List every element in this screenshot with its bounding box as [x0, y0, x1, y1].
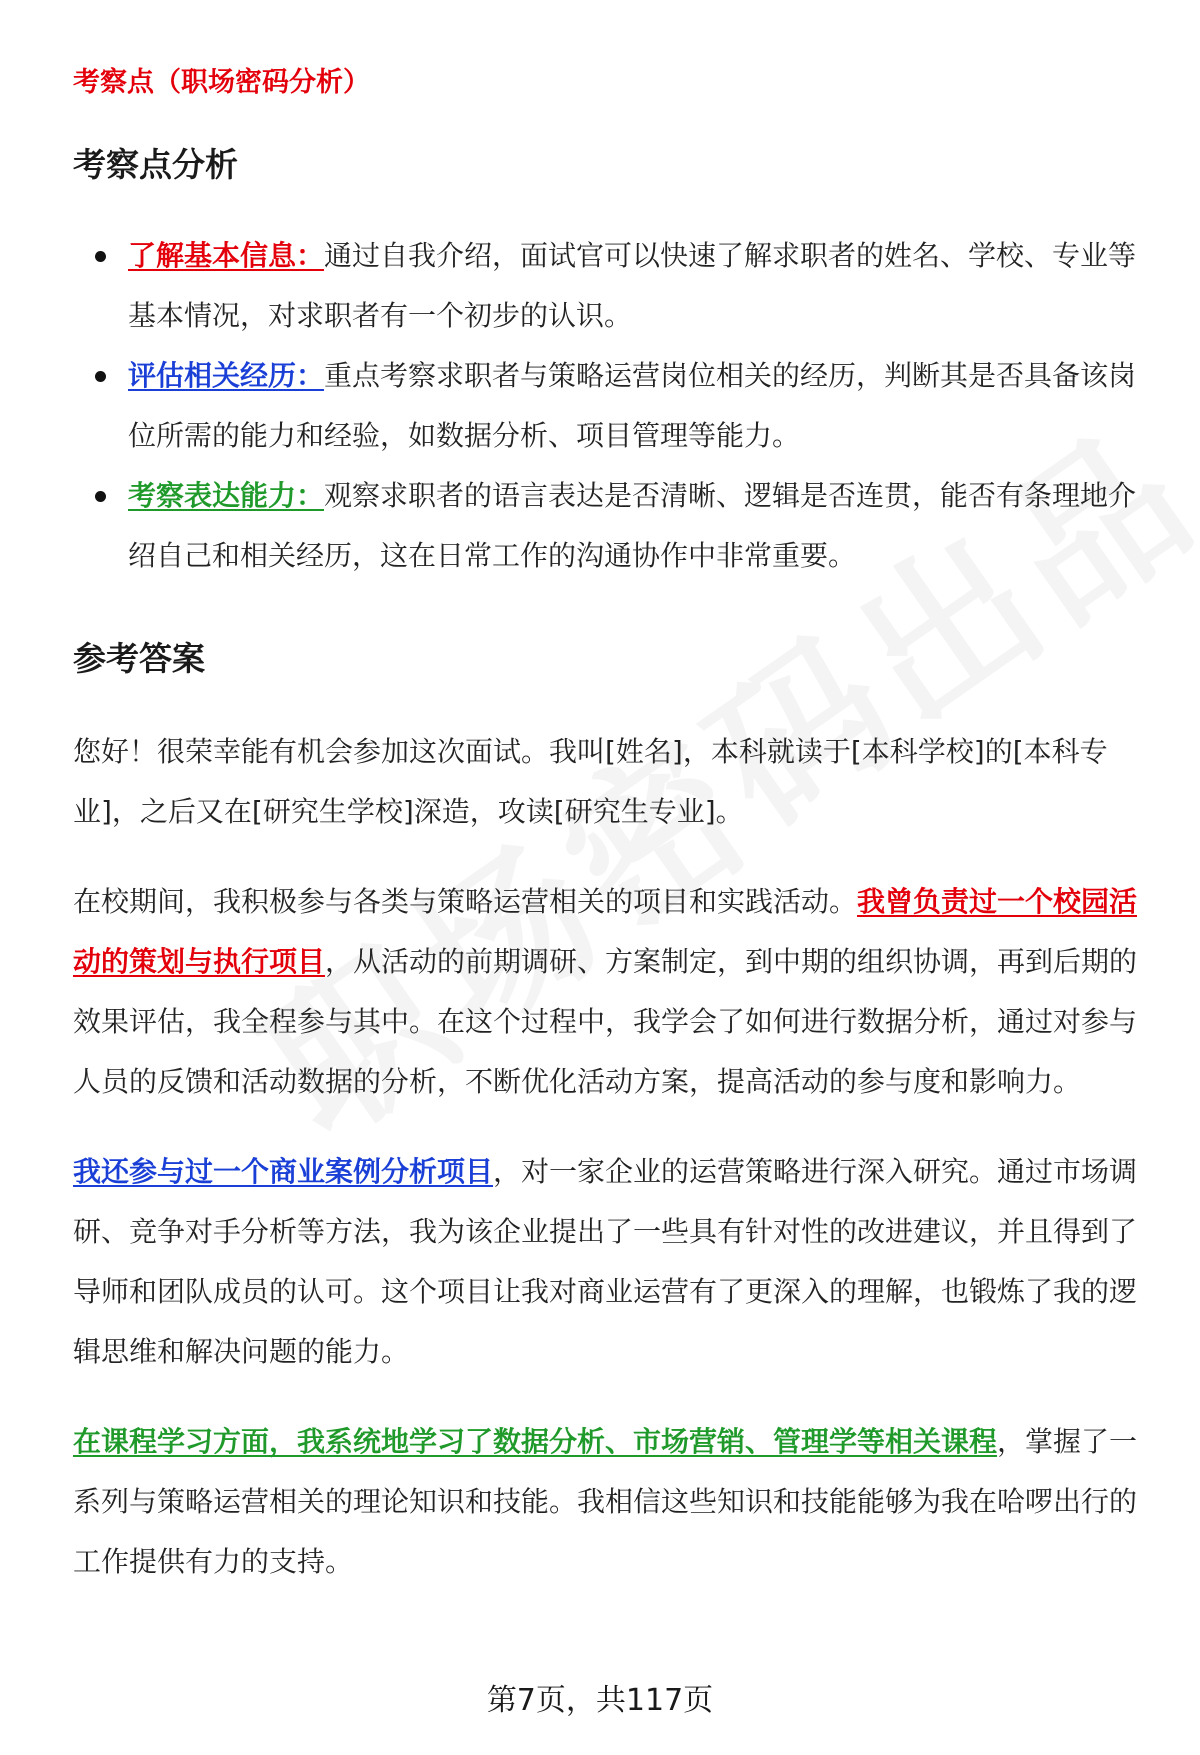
bullet-text: 通过自我介绍，面试官可以快速了解求职者的姓名、学校、专业等基本情况，对求职者有一个初步的认识。: [128, 238, 1137, 332]
bullet-dot-icon: [95, 491, 106, 502]
bullet-lead: 考察表达能力：: [128, 478, 325, 512]
document-body: [73, 50, 1148, 1592]
answer-heading: 参考答案: [73, 638, 205, 678]
answer-paragraph-campus: [73, 872, 1148, 1112]
bullet-dot-icon: [95, 251, 106, 262]
page-number: 第7页，共117页: [486, 1683, 714, 1718]
bullet-lead: 了解基本信息：: [128, 238, 325, 272]
paragraph-text: ，掌握了一系列与策略运营相关的理论知识和技能。我相信这些知识和技能能够为我在哈啰出行的工作提供有力的支持。: [73, 1425, 1138, 1579]
bullet-text: 重点考察求职者与策略运营岗位相关的经历，判断其是否具备该岗位所需的能力和经验，如数据分析、项目管理等能力。: [128, 358, 1137, 452]
bullet-dot-icon: [95, 371, 106, 382]
answer-paragraph-intro: 您好！很荣幸能有机会参加这次面试。我叫[姓名]，本科就读于[本科学校]的[本科专业]，之后又在[研究生学校]深造，攻读[研究生专业]。: [73, 735, 1108, 829]
analysis-heading: 考察点分析: [73, 144, 238, 184]
bullet-lead: 评估相关经历：: [128, 358, 325, 392]
highlight-case-project: 我还参与过一个商业案例分析项目: [73, 1155, 494, 1189]
list-item: [73, 466, 1148, 586]
list-item: [73, 346, 1148, 466]
answer-paragraph-courses: [73, 1412, 1148, 1592]
list-item: [73, 226, 1148, 346]
bullet-text: 观察求职者的语言表达是否清晰、逻辑是否连贯，能否有条理地介绍自己和相关经历，这在日常工作的沟通协作中非常重要。: [128, 478, 1137, 572]
paragraph-text: ，对一家企业的运营策略进行深入研究。通过市场调研、竞争对手分析等方法，我为该企业提出了一些具有针对性的改进建议，并且得到了导师和团队成员的认可。这个项目让我对商业运营有了更深入的理解，也锻炼了我的逻辑思维和解决问题的能力。: [73, 1155, 1138, 1369]
answer-paragraph-case: [73, 1142, 1148, 1382]
paragraph-text: 在校期间，我积极参与各类与策略运营相关的项目和实践活动。: [73, 885, 858, 919]
highlight-campus-project: 我曾负责过一个校园活动的策划与执行项目: [73, 885, 1138, 979]
section-kicker: 考察点（职场密码分析）: [73, 67, 370, 98]
analysis-list: [73, 226, 1148, 586]
paragraph-text: ，从活动的前期调研、方案制定，到中期的组织协调，再到后期的效果评估，我全程参与其中。在这个过程中，我学会了如何进行数据分析，通过对参与人员的反馈和活动数据的分析，不断优化活动方案，提高活动的参与度和影响力。: [73, 945, 1138, 1099]
highlight-courses: 在课程学习方面，我系统地学习了数据分析、市场营销、管理学等相关课程: [73, 1425, 998, 1459]
